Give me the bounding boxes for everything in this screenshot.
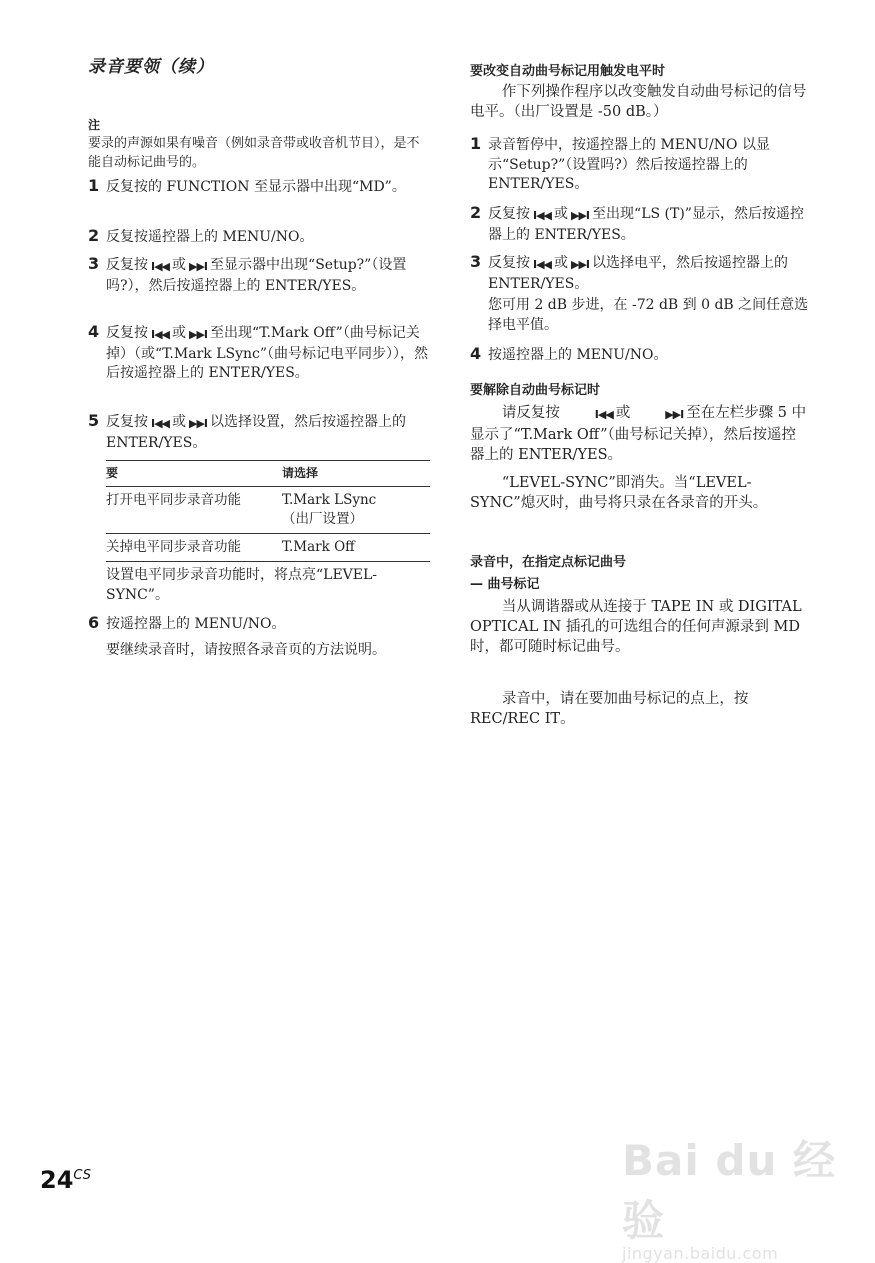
section-subheading: — 曲号标记 [470,577,540,592]
step-sub-text: 您可用 2 dB 步进，在 -72 dB 到 0 dB 之间任意选择电平值。 [488,297,809,333]
table-cell: 关掉电平同步录音功能 [106,534,276,562]
left-step-6 [88,615,430,660]
watermark-logo: Bai du 经验 [622,1136,836,1245]
step-number: 2 [470,203,482,222]
table-cell: 打开电平同步录音功能 [106,487,276,534]
table-cell-value: T.Mark LSync [282,492,377,508]
watermark-url: jingyan.baidu.com [622,1244,779,1263]
left-step-4 [88,324,430,384]
step-number: 4 [470,344,482,363]
paragraph: “LEVEL-SYNC”即消失。当“LEVEL-SYNC”熄灭时，曲号将只录在各录音的开头。 [470,475,768,511]
right-step-1 [470,136,810,195]
page-number [40,1166,91,1194]
step-number: 4 [88,322,100,341]
step-text: 按遥控器上的 MENU/NO。 [488,347,668,363]
right-step-2 [470,205,810,245]
prev-track-icon: I◀◀ [533,209,552,222]
step-text-pre: 反复按 [488,255,530,271]
step-text [106,256,430,296]
step-text [106,324,430,384]
baidu-watermark [622,1128,875,1263]
step-text [488,205,810,245]
prev-track-icon: I◀◀ [151,328,170,341]
step-number: 6 [88,613,100,632]
step-text-post: 至出现“LS (T)”显示，然后按遥控器上的 ENTER/YES。 [488,206,804,243]
page-number-value: 24 [40,1166,74,1194]
section-heading: 要解除自动曲号标记时 [470,383,601,398]
prev-track-icon: I◀◀ [151,260,170,273]
table-row [106,534,430,562]
step-number: 1 [88,176,100,195]
section-heading: 录音中，在指定点标记曲号 [470,555,627,570]
step-number: 5 [88,411,100,430]
paragraph: 作下列操作程序以改变触发自动曲号标记的信号电平。（出厂设置是 -50 dB。） [470,84,807,120]
step-number: 3 [470,252,482,271]
next-track-icon: ▶▶I [189,260,208,273]
table-cell-note: （出厂设置） [282,511,363,527]
step-number: 1 [470,134,482,153]
step-text: 录音暂停中，按遥控器上的 MENU/NO 以显示“Setup?”（设置吗?）然后按遥控器上的 ENTER/YES。 [488,137,770,192]
left-step-2 [88,228,430,248]
step-text-or: 或 [172,257,187,273]
step-text [106,615,430,660]
step-text-pre: 反复按 [106,414,148,430]
step-text-post: 以选择设置，然后按遥控器上的 ENTER/YES。 [106,414,407,451]
step-text-pre: 反复按 [106,257,148,273]
step-text-or: 或 [554,206,569,222]
step-text-or: 或 [172,414,187,430]
step-text-or: 或 [172,325,187,341]
step-text: 设置电平同步录音功能时，将点亮“LEVEL-SYNC”。 [106,567,378,603]
prev-track-icon: I◀◀ [533,258,552,271]
table-row [106,487,430,534]
table-header-cell: 要 [106,461,276,487]
step-text-post: 至显示器中出现“Setup?”（设置吗?），然后按遥控器上的 ENTER/YES。 [106,257,407,294]
prev-track-icon: I◀◀ [594,408,613,421]
next-track-icon: ▶▶I [189,417,208,430]
step-text-pre: 反复按 [488,206,530,222]
step-main-text [488,254,810,294]
paragraph-or: 或 [615,405,631,421]
paragraph-post: 至在左栏步骤 5 中显示了“T.Mark Off”（曲号标记关掉），然后按遥控器上的 ENTER/YES。 [470,405,807,463]
section-heading: 要改变自动曲号标记用触发电平时 [470,64,666,79]
prev-track-icon: I◀◀ [151,417,170,430]
step-text-or: 或 [554,255,569,271]
paragraph [470,403,810,465]
step-text-pre: 反复按 [106,325,148,341]
next-track-icon: ▶▶I [189,328,208,341]
right-step-4 [470,346,810,366]
left-step-5 [88,413,430,453]
paragraph: 录音中，请在要加曲号标记的点上，按 REC/REC IT。 [470,691,749,727]
step-text: 反复按的 FUNCTION 至显示器中出现“MD”。 [106,179,406,195]
paragraph-pre: 请反复按 [501,405,560,421]
next-track-icon: ▶▶I [571,209,590,222]
step-text-post: 至出现“T.Mark Off”（曲号标记关掉）（或“T.Mark LSync”（曲号标记电平同步）），然后按遥控器上的 ENTER/YES。 [106,325,429,381]
page-suffix: CS [73,1168,91,1183]
section-title: 录音要领（续） [88,57,214,77]
next-track-icon: ▶▶I [665,408,684,421]
paragraph: 当从调谐器或从连接于 TAPE IN 或 DIGITAL OPTICAL IN 插孔的可选组合的任何声源录到 MD 时，都可随时标记曲号。 [470,599,802,655]
next-track-icon: ▶▶I [571,258,590,271]
note-text: 要录的声源如果有噪音（例如录音带或收音机节目），是不能自动标记曲号的。 [88,136,420,170]
note-label: 注 [88,118,101,132]
step-text: 反复按遥控器上的 MENU/NO。 [106,229,314,245]
table-cell [276,487,430,534]
step-text [106,413,430,453]
step-sub-text: 要继续录音时，请按照各录音页的方法说明。 [106,641,386,658]
table-cell: T.Mark Off [276,534,430,562]
settings-table [106,460,430,562]
left-step-5-continued [88,566,430,605]
step-number: 2 [88,226,100,245]
table-header-cell: 请选择 [276,461,430,487]
left-step-3 [88,256,430,296]
table-header-row [106,461,430,487]
step-text [488,254,810,335]
step-number: 3 [88,254,100,273]
step-main-text: 按遥控器上的 MENU/NO。 [106,616,286,632]
step-text-post: 以选择电平，然后按遥控器上的 ENTER/YES。 [488,255,789,292]
left-step-1 [88,178,430,198]
right-step-3 [470,254,810,335]
